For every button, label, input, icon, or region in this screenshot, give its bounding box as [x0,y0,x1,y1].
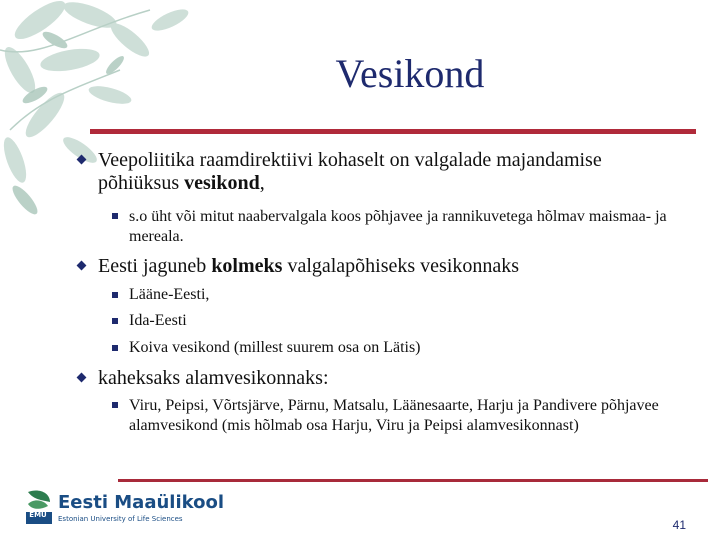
square-bullet-icon [112,318,118,324]
leaf-decoration [0,0,300,230]
bullet-1-text: Veepoliitika raamdirektiivi kohaselt on valgalade majandamise põhiüksus vesikond, [98,149,602,194]
logo-subtitle: Estonian University of Life Sciences [58,515,183,523]
square-bullet-icon [112,402,118,408]
title-divider [90,129,696,134]
footer-divider [118,479,708,482]
square-bullet-icon [112,292,118,298]
bullet-2-sub-2: Ida-Eesti [129,312,187,329]
bullet-1-sub-1: s.o üht või mitut naabervalgala koos põhjavee ja rannikuvetega hõlmav maismaa- ja mereala. [129,208,667,245]
bullet-2-text: Eesti jaguneb kolmeks valgalapõhiseks vesikonnaks [98,255,520,277]
bullet-2-sub-1: Lääne-Eesti, [129,286,210,303]
diamond-bullet-icon [77,373,87,383]
logo-name: Eesti Maaülikool [58,492,225,513]
square-bullet-icon [112,345,118,351]
diamond-bullet-icon [77,261,87,271]
university-logo [22,484,225,528]
bullet-3-sub-1: Viru, Peipsi, Võrtsjärve, Pärnu, Matsalu, Läänesaarte, Harju ja Pandivere põhjavee alamvesikond (mis hõlmab osa Harju, Viru ja Peipsi alamvesikonnast) [129,397,659,434]
page-number: 41 [672,518,686,532]
square-bullet-icon [112,213,118,219]
logo-mark-text: EMÜ [29,511,47,519]
bullet-2-sub-3: Koiva vesikond (millest suurem osa on Lätis) [129,339,421,356]
bullet-3-text: kaheksaks alamvesikonnaks: [98,367,329,389]
slide-title: Vesikond [335,51,485,96]
